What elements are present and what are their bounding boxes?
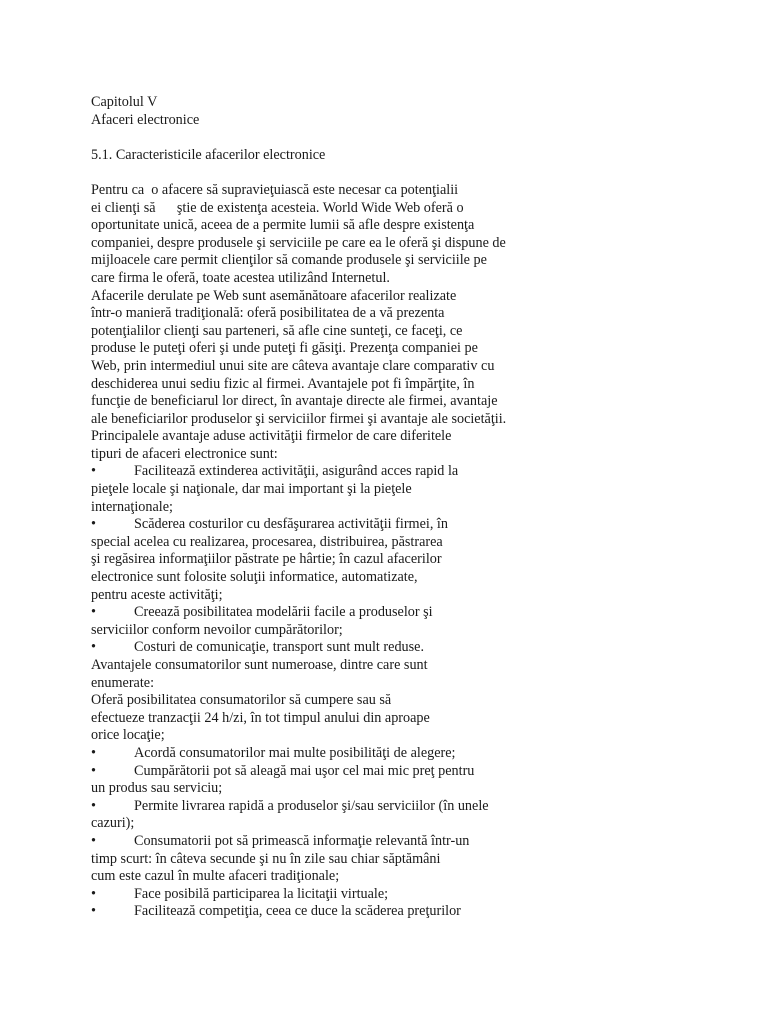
spacer xyxy=(91,129,751,147)
body-line: într-o manieră tradiţională: oferă posibilitatea de a vă prezenta xyxy=(91,305,445,322)
bullet-text: Acordă consumatorilor mai multe posibilităţi de alegere; xyxy=(134,744,456,761)
body-line: Avantajele consumatorilor sunt numeroase, dintre care sunt xyxy=(91,657,428,673)
bullet-glyph: • xyxy=(91,744,96,761)
body-line: Pentru ca o afacere să supravieţuiască este necesar ca potenţialii xyxy=(91,181,459,198)
body-line: pentru aceste activităţi; xyxy=(91,586,223,603)
bullet-glyph: • xyxy=(91,762,96,779)
body-line: care firma le oferă, toate acestea utilizând Internetul. xyxy=(91,269,390,286)
bullet-item-line xyxy=(91,604,751,622)
body-line: efectueze tranzacţii 24 h/zi, în tot timpul anului din aproape xyxy=(91,709,430,726)
body-line: pieţele locale şi naţionale, dar mai important şi la pieţele xyxy=(91,481,412,498)
body-line: cazuri); xyxy=(91,815,135,832)
bullet-text: Facilitează extinderea activităţii, asigurând acces rapid la xyxy=(134,463,459,480)
section-title: 5.1. Caracteristicile afacerilor electronice xyxy=(91,146,326,163)
body-line: serviciilor conform nevoilor cumpărătorilor; xyxy=(91,621,343,638)
body-line: ale beneficiarilor produselor şi serviciilor firmei şi avantaje ale societăţii. xyxy=(91,410,507,427)
body-line: special acelea cu realizarea, procesarea, distribuirea, păstrarea xyxy=(91,533,443,550)
bullet-item-line xyxy=(91,745,751,763)
body-line: Oferă posibilitatea consumatorilor să cumpere sau să xyxy=(91,692,392,709)
bullet-item-line xyxy=(91,833,751,851)
body-line: cum este cazul în multe afaceri tradiţionale; xyxy=(91,868,340,885)
bullet-glyph: • xyxy=(91,463,96,480)
body-line: Principalele avantaje aduse activităţii firmelor de care diferitele xyxy=(91,428,452,445)
body-line: deschiderea unui sediu fizic al firmei. Avantajele pot fi împărţite, în xyxy=(91,375,475,392)
body-line: oportunitate unică, aceea de a permite lumii să afle despre existenţa xyxy=(91,217,475,234)
body-line: potenţialilor clienţi sau parteneri, să afle cine sunteţi, ce faceţi, ce xyxy=(91,322,463,339)
body-line: şi regăsirea informaţiilor păstrate pe hârtie; în cazul afacerilor xyxy=(91,551,442,568)
bullet-glyph: • xyxy=(91,903,96,920)
bullet-text: Facilitează competiţia, ceea ce duce la scăderea preţurilor xyxy=(134,903,461,920)
bullet-text: Permite livrarea rapidă a produselor şi/sau serviciilor (în unele xyxy=(134,797,489,814)
body-line: timp scurt: în câteva secunde şi nu în zile sau chiar săptămâni xyxy=(91,850,441,867)
bullet-text: Cumpărătorii pot să aleagă mai uşor cel mai mic preţ pentru xyxy=(134,762,475,779)
body-line: ei clienţi să ştie de existenţa acesteia. World Wide Web oferă o xyxy=(91,199,464,216)
document-page xyxy=(91,94,751,921)
body-line: produse le puteţi oferi şi unde puteţi fi găsiţi. Prezenţa companiei pe xyxy=(91,340,478,357)
bullet-glyph: • xyxy=(91,832,96,849)
body-line: un produs sau serviciu; xyxy=(91,780,223,797)
body-line: internaţionale; xyxy=(91,498,173,515)
spacer xyxy=(91,164,751,182)
body-line: electronice sunt folosite soluţii informatice, automatizate, xyxy=(91,569,418,586)
body-line: tipuri de afaceri electronice sunt: xyxy=(91,445,278,462)
bullet-text: Scăderea costurilor cu desfăşurarea activităţii firmei, în xyxy=(134,516,448,533)
bullet-glyph: • xyxy=(91,604,96,621)
bullet-text: Creează posibilitatea modelării facile a produselor şi xyxy=(134,604,433,621)
body-line: Web, prin intermediul unui site are câteva avantaje clare comparativ cu xyxy=(91,357,495,374)
body-text xyxy=(91,182,751,921)
chapter-number: Capitolul V xyxy=(91,94,158,110)
bullet-item-line xyxy=(91,639,751,657)
bullet-glyph: • xyxy=(91,885,96,902)
bullet-text: Costuri de comunicaţie, transport sunt mult reduse. xyxy=(134,639,424,656)
bullet-item-line xyxy=(91,798,751,816)
bullet-item-line xyxy=(91,763,751,781)
bullet-glyph: • xyxy=(91,797,96,814)
body-line: orice locaţie; xyxy=(91,727,165,744)
bullet-item-line xyxy=(91,886,751,904)
body-line: mijloacele care permit clienţilor să comande produsele şi serviciile pe xyxy=(91,252,487,269)
bullet-text: Face posibilă participarea la licitaţii virtuale; xyxy=(134,885,389,902)
bullet-text: Consumatorii pot să primească informaţie relevantă într-un xyxy=(134,832,470,849)
bullet-item-line xyxy=(91,463,751,481)
body-line: funcţie de beneficiarul lor direct, în avantaje directe ale firmei, avantaje xyxy=(91,393,498,410)
bullet-item-line xyxy=(91,903,751,921)
body-line: Afacerile derulate pe Web sunt asemănătoare afacerilor realizate xyxy=(91,287,457,304)
chapter-title: Afaceri electronice xyxy=(91,111,200,128)
bullet-glyph: • xyxy=(91,639,96,656)
body-line: enumerate: xyxy=(91,674,155,691)
bullet-glyph: • xyxy=(91,516,96,533)
bullet-item-line xyxy=(91,516,751,534)
body-line: companiei, despre produsele şi serviciile pe care ea le oferă şi dispune de xyxy=(91,234,506,251)
